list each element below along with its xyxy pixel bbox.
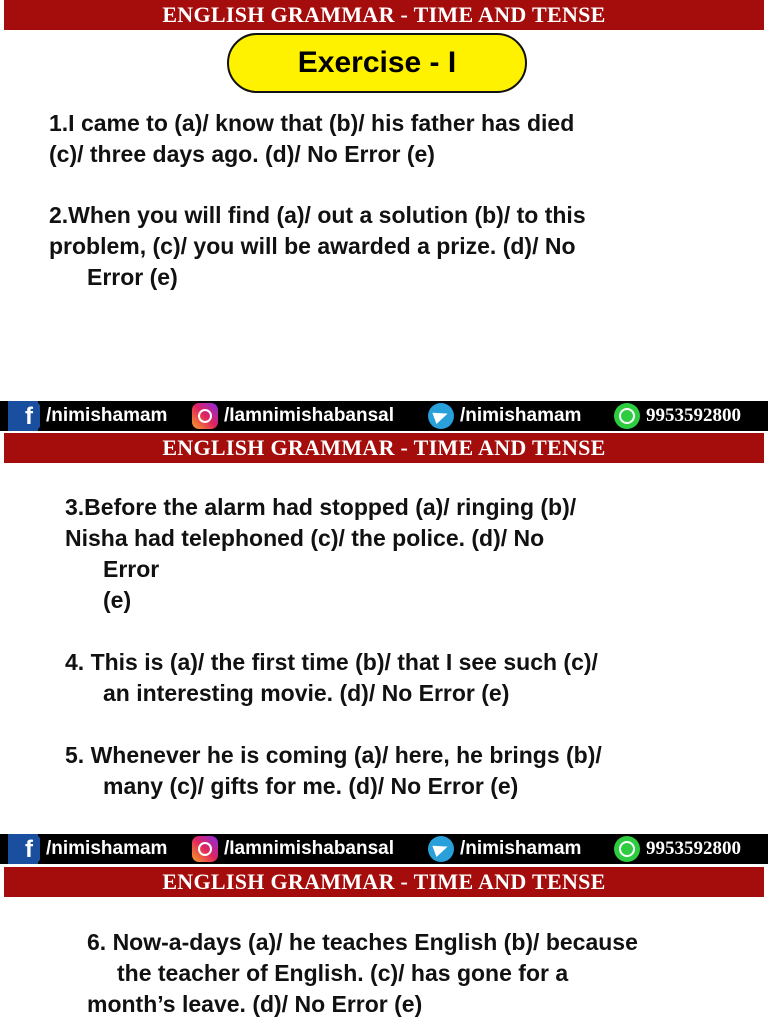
question-6 bbox=[87, 927, 638, 1020]
instagram-icon bbox=[192, 403, 218, 429]
social-footer bbox=[0, 401, 768, 431]
telegram-link[interactable] bbox=[428, 401, 581, 431]
telegram-link[interactable] bbox=[428, 834, 581, 864]
question-line: month’s leave. (d)/ No Error (e) bbox=[87, 991, 423, 1017]
question-line: 4. This is (a)/ the first time (b)/ that I see such (c)/ bbox=[65, 649, 598, 675]
question-3 bbox=[65, 492, 576, 616]
whatsapp-number: 9953592800 bbox=[646, 405, 741, 426]
question-line: (e) bbox=[103, 587, 132, 613]
question-5 bbox=[65, 740, 602, 802]
question-4 bbox=[65, 647, 598, 709]
whatsapp-icon bbox=[614, 836, 640, 862]
header-title: ENGLISH GRAMMAR - TIME AND TENSE bbox=[162, 869, 606, 894]
facebook-link[interactable] bbox=[18, 834, 167, 864]
header-title: ENGLISH GRAMMAR - TIME AND TENSE bbox=[162, 435, 606, 460]
exercise-title: Exercise - I bbox=[227, 33, 527, 93]
question-line: 1.I came to (a)/ know that (b)/ his father has died bbox=[49, 110, 575, 136]
instagram-icon bbox=[192, 836, 218, 862]
question-line: problem, (c)/ you will be awarded a prize. (d)/ No bbox=[49, 233, 576, 259]
facebook-link[interactable] bbox=[18, 401, 167, 431]
whatsapp-link[interactable] bbox=[614, 401, 741, 431]
instagram-handle: /Iamnimishabansal bbox=[224, 838, 395, 859]
whatsapp-link[interactable] bbox=[614, 834, 741, 864]
facebook-icon: f bbox=[18, 836, 40, 862]
facebook-handle: /nimishamam bbox=[46, 405, 168, 426]
whatsapp-number: 9953592800 bbox=[646, 838, 741, 859]
telegram-handle: /nimishamam bbox=[460, 405, 582, 426]
telegram-icon bbox=[428, 836, 454, 862]
facebook-handle: /nimishamam bbox=[46, 838, 168, 859]
question-line: Nisha had telephoned (c)/ the police. (d)/ No bbox=[65, 525, 545, 551]
social-footer bbox=[0, 834, 768, 864]
instagram-handle: /Iamnimishabansal bbox=[224, 405, 395, 426]
facebook-icon: f bbox=[18, 403, 40, 429]
telegram-icon bbox=[428, 403, 454, 429]
question-line: 6. Now-a-days (a)/ he teaches English (b)/ because bbox=[87, 929, 638, 955]
instagram-link[interactable] bbox=[192, 834, 394, 864]
question-line: 5. Whenever he is coming (a)/ here, he brings (b)/ bbox=[65, 742, 602, 768]
question-line: 2.When you will find (a)/ out a solution (b)/ to this bbox=[49, 202, 586, 228]
telegram-handle: /nimishamam bbox=[460, 838, 582, 859]
slide-header bbox=[4, 433, 764, 463]
slide-header bbox=[4, 867, 764, 897]
question-line: (c)/ three days ago. (d)/ No Error (e) bbox=[49, 141, 435, 167]
question-line: an interesting movie. (d)/ No Error (e) bbox=[103, 680, 510, 706]
question-line: the teacher of English. (c)/ has gone for a bbox=[117, 960, 569, 986]
question-line: Error (e) bbox=[87, 264, 178, 290]
question-2 bbox=[49, 200, 586, 293]
question-line: Error bbox=[103, 556, 160, 582]
slide-header bbox=[4, 0, 764, 30]
whatsapp-icon bbox=[614, 403, 640, 429]
question-line: 3.Before the alarm had stopped (a)/ ringing (b)/ bbox=[65, 494, 577, 520]
question-line: many (c)/ gifts for me. (d)/ No Error (e) bbox=[103, 773, 519, 799]
header-title: ENGLISH GRAMMAR - TIME AND TENSE bbox=[162, 2, 606, 27]
instagram-link[interactable] bbox=[192, 401, 394, 431]
question-1 bbox=[49, 108, 574, 170]
